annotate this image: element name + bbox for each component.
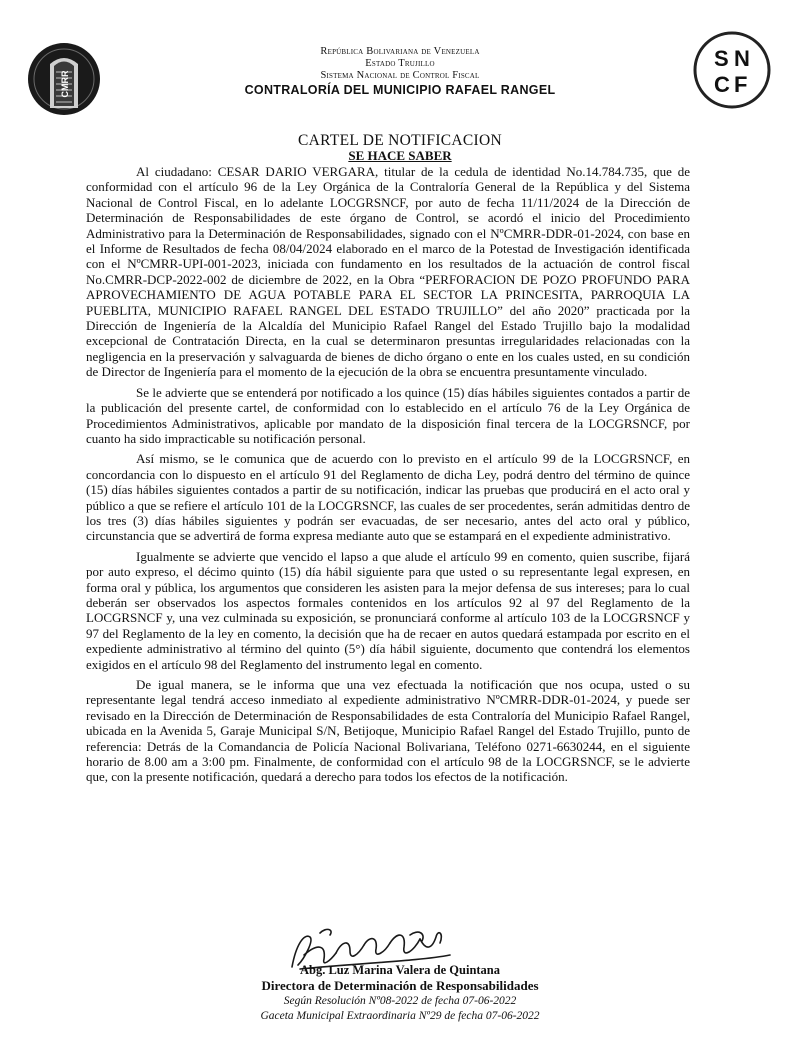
paragraph-5: De igual manera, se le informa que una vez efectuada la notificación que nos ocupa, usted o su representante legal tendrá acceso inmediato al expediente administrativo NºCMRR-DDR-01-2024, y puede ser revisado en la Dirección de Determinación de Responsabilidades de esta Contraloría del Municipio Rafael Rangel, ubicada en la Avenida 5, Garaje Municipal S/N, Betijoque, Municipio Rafael Rangel del Estado Trujillo, punto de referencia: Detrás de la Comandancia de Policía Nacional Bolivariana, Teléfono 0271-6630244, en el siguiente horario de 8.00 am a 3:00 pm. Finalmente, de conformidad con el artículo 98 de la LOCGRSNCF, se le advierte que, con la presente notificación, quedará a derecho para todos los efectos de la notificación. — [86, 677, 690, 785]
letterhead — [180, 46, 620, 96]
sncf-logo — [692, 30, 772, 110]
header-line-system: Sistema Nacional de Control Fiscal — [320, 70, 480, 81]
header-organization: CONTRALORÍA DEL MUNICIPIO RAFAEL RANGEL — [244, 83, 556, 97]
document-subtitle: SE HACE SABER — [348, 148, 452, 163]
header-line-republic: República Bolivariana de Venezuela — [320, 46, 480, 57]
resolution-reference: Según Resolución Nº08-2022 de fecha 07-06-2022 — [283, 995, 517, 1007]
sncf-letter-c: C — [714, 72, 730, 97]
paragraph-3: Así mismo, se le comunica que de acuerdo con lo previsto en el artículo 99 de la LOCGRSNCF, en concordancia con lo dispuesto en el artículo 91 del Reglamento de dicha Ley, podrá dentro del término de quince (15) días hábiles siguientes contados a partir de su notificación, indicar las pruebas que producirá en el acto oral y público a que se refiere el artículo 101 de la LOCGRSNCF, las cuales de ser procedentes, serán admitidas dentro de los tres (3) días hábiles siguientes y podrán ser evacuadas, de ser necesario, antes del acto oral y público, circunstancia que se advertirá de forma expresa mediante auto que se estampará en el expediente administrativo. — [86, 451, 690, 544]
signatory-role: Directora de Determinación de Responsabilidades — [261, 978, 539, 993]
signatory-name: Abg. Luz Marina Valera de Quintana — [299, 963, 501, 977]
paragraph-4: Igualmente se advierte que vencido el lapso a que alude el artículo 99 en comento, quien suscribe, fijará por auto expreso, el décimo quinto (15) día hábil siguiente para que usted o su representante legal expresen, en forma oral y pública, los argumentos que consideren les asisten para la mejor defensa de sus intereses; para lo cual deberán ser observados los aspectos formales contenidos en los artículos 92 al 97 del Reglamento de la LOCGRSNCF y, una vez culminada su exposición, se pronunciará conforme al artículo 103 de la LOCGRSNCF y 97 del Reglamento de la ley en comento, la decisión que ha de recaer en autos quedará estampada por escrito en el expediente administrativo al término del quinto (5°) día hábil siguiente, documento que contendrá los elementos exigidos en el artículo 98 del Reglamento del instrumento legal en comento. — [86, 548, 690, 672]
document-body — [86, 164, 690, 790]
paragraph-1: Al ciudadano: CESAR DARIO VERGARA, titular de la cedula de identidad No.14.784.735, que de conformidad con el artículo 96 de la Ley Orgánica de la Contraloría General de la República y del Sistema Nacional de Control Fiscal, en lo adelante LOCGRSNCF, por auto de fecha 11/11/2024 de la Dirección de Determinación de Responsabilidades de este órgano de Control, se acordó el inicio del Procedimiento Administrativo para la Determinación de Responsabilidades, signado con el NºCMRR-DDR-01-2024, con base en el Informe de Resultados de fecha 08/04/2024 elaborado en el marco de la Potestad de Investigación identificada con el NºCMRR-UPI-001-2023, iniciada con fundamento en los resultados de la actuación de control fiscal No.CMRR-DCP-2022-002 de diciembre de 2022, en la Obra “PERFORACION DE POZO PROFUNDO PARA APROVECHAMIENTO DE AGUA POTABLE PARA EL SECTOR LA PRINCESITA, PARROQUIA LA PUEBLITA, MUNICIPIO RAFAEL RANGEL DEL ESTADO TRUJILLO” del año 2020” practicada por la Dirección de Ingeniería de la Alcaldía del Municipio Rafael Rangel del Estado Trujillo bajo la modalidad excepcional de Contratación Directa, en la cual se determinaron presuntas irregularidades relacionadas con la negligencia en la preservación y salvaguarda de bienes de dicho órgano o ente en los cuales usted, en su condición de Director de Ingeniería para el momento de la ejecución de la obra se encuentra presuntamente vinculado. — [86, 164, 690, 380]
cmrr-logo — [26, 38, 102, 120]
cmrr-logo-text: CMRR — [60, 70, 70, 98]
sncf-letter-f: F — [734, 72, 748, 97]
document-title: CARTEL DE NOTIFICACION — [298, 132, 502, 149]
sncf-letter-n: N — [734, 46, 750, 71]
paragraph-2: Se le advierte que se entenderá por notificado a los quince (15) días hábiles siguientes contados a partir de la publicación del presente cartel, de conformidad con lo establecido en el artículo 76 de la Ley Orgánica de Procedimientos Administrativos, aplicable por mandato de la disposición final tercera de la LOCGRSNCF, por cuanto ha sido impracticable su notificación personal. — [86, 384, 690, 446]
gazette-reference: Gaceta Municipal Extraordinaria Nº29 de fecha 07-06-2022 — [260, 1010, 540, 1022]
header-line-state: Estado Trujillo — [365, 58, 435, 69]
signature-block — [170, 963, 630, 1024]
sncf-letter-s: S — [714, 46, 729, 71]
